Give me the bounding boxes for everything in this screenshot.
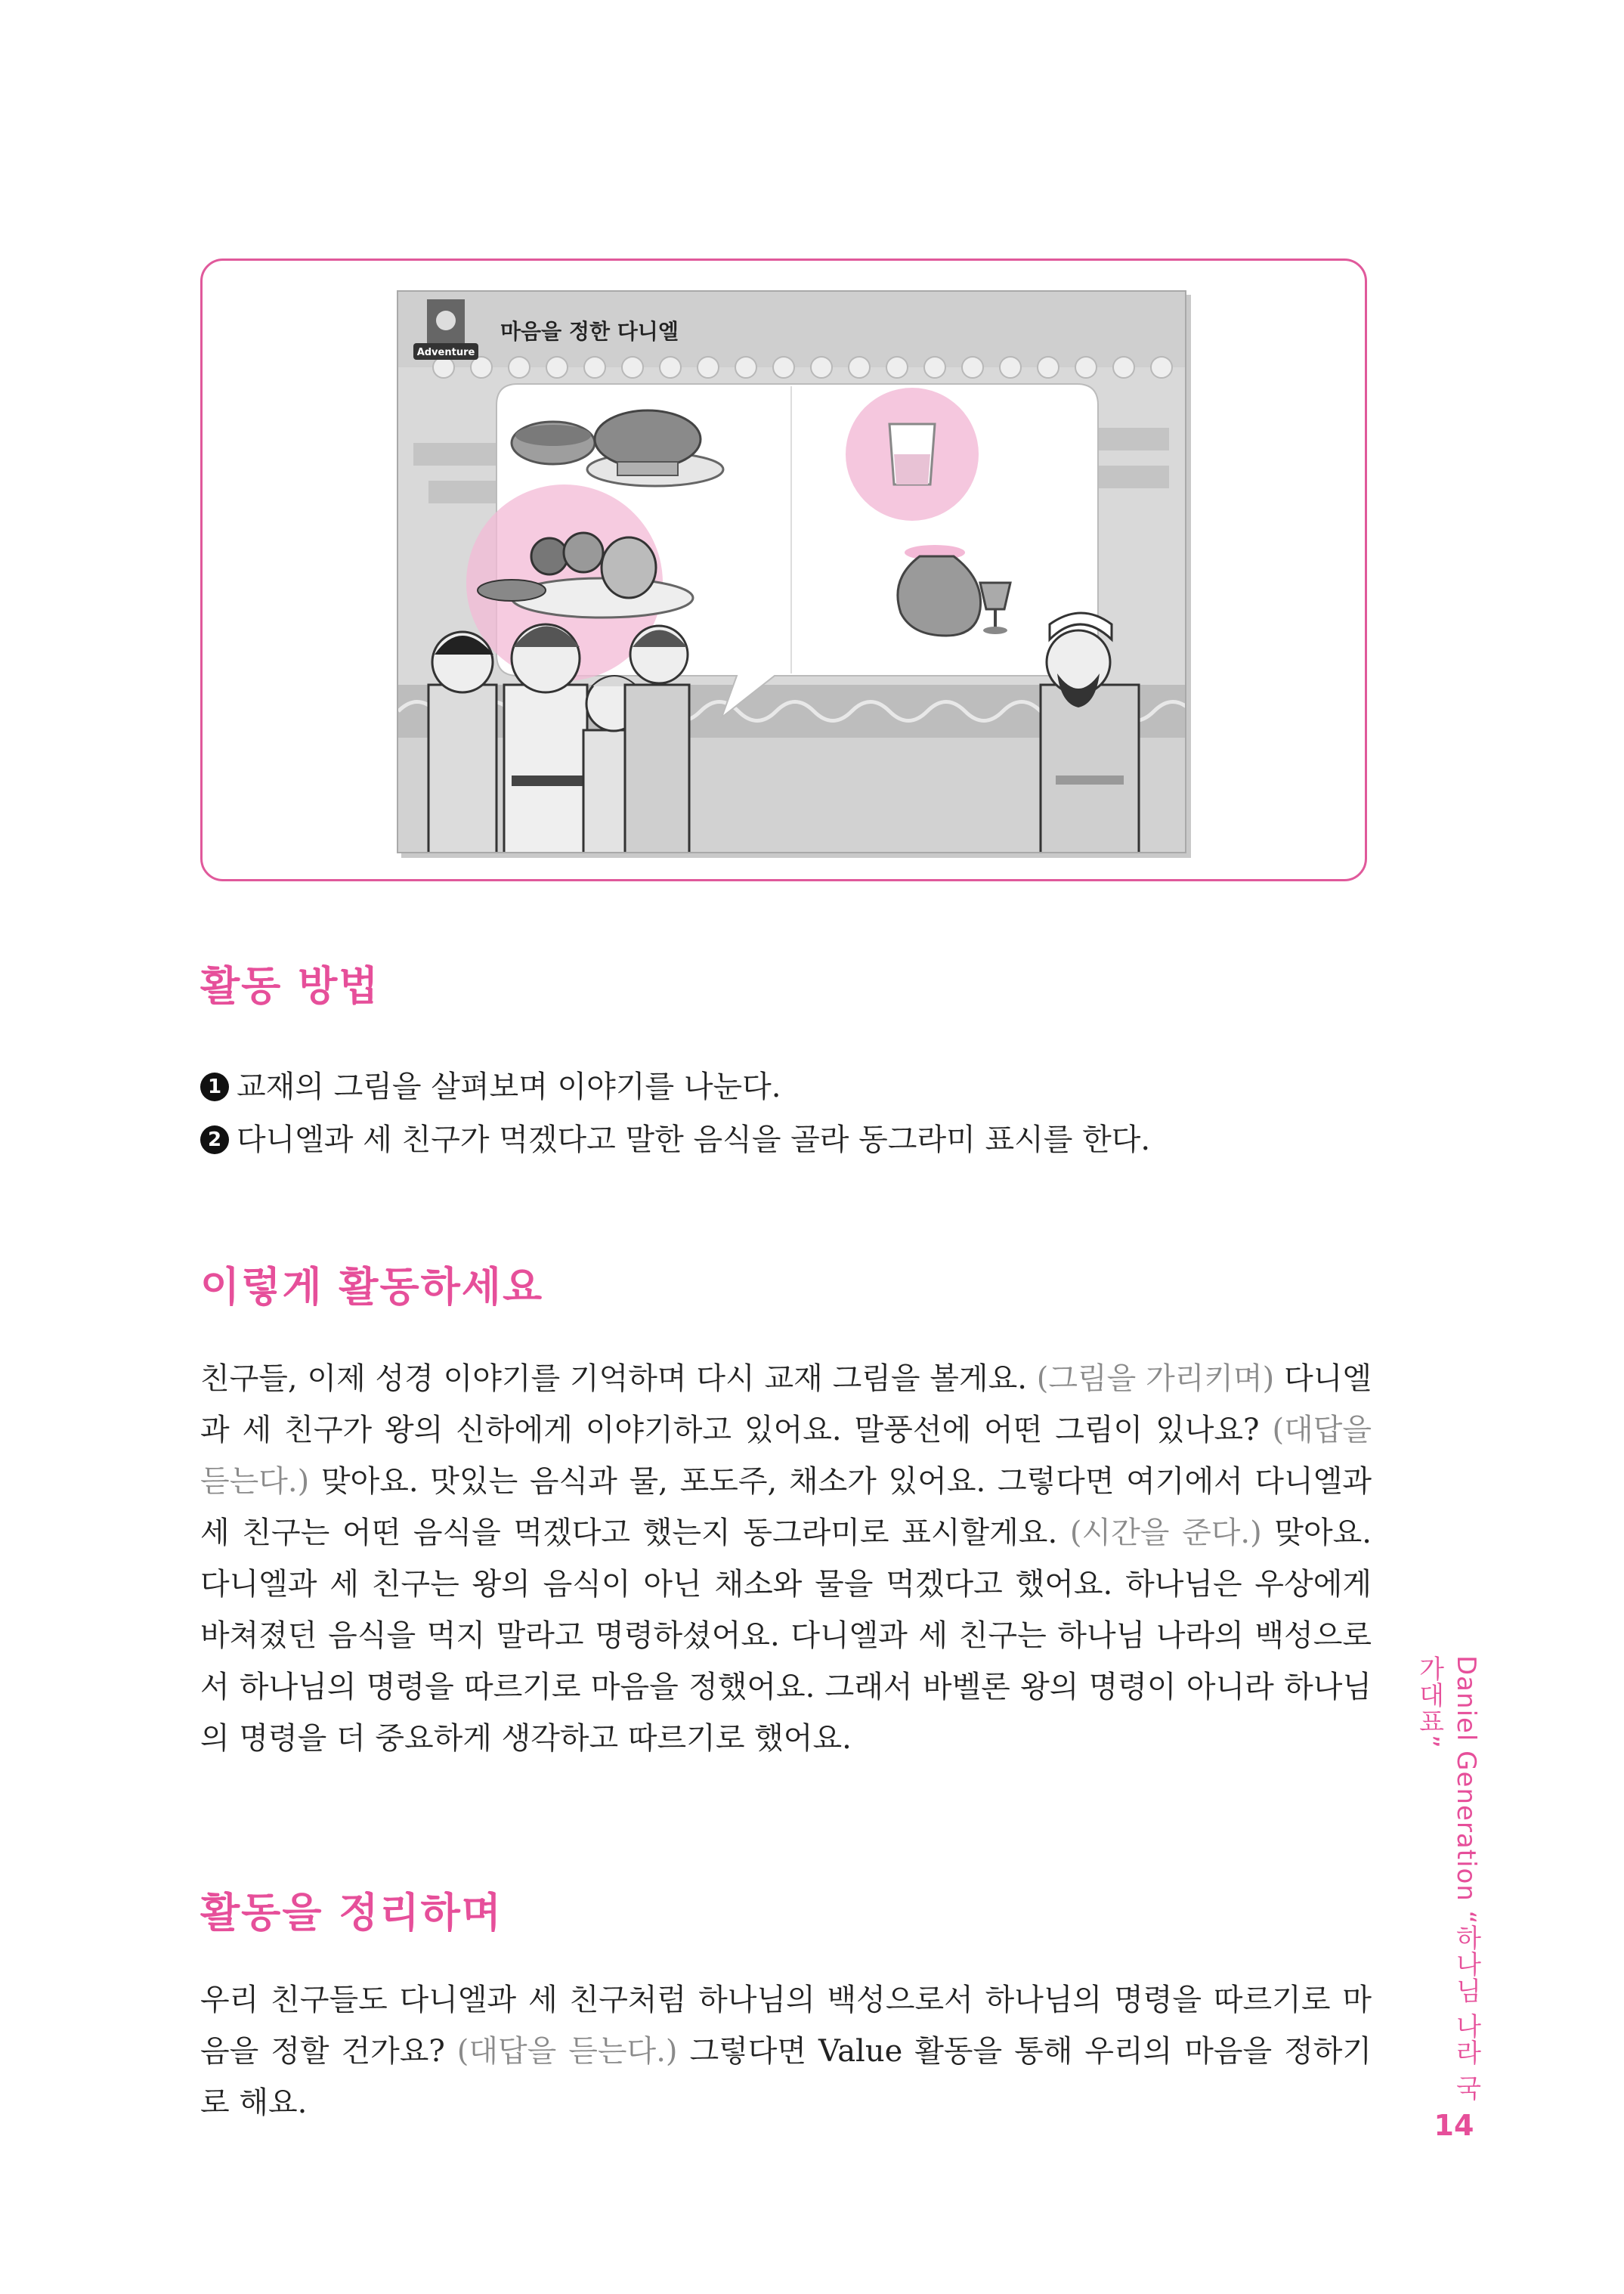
- method-step-text: 교재의 그림을 살펴보며 이야기를 나눈다.: [237, 1070, 781, 1104]
- illustration-title: 마음을 정한 다니엘: [500, 319, 679, 344]
- textbook-illustration: [397, 290, 1186, 853]
- method-step-1: [200, 1072, 781, 1102]
- teacher-direction: (시간을 준다.): [1069, 1515, 1262, 1550]
- script-text: 맞아요. 맛있는 음식과 물, 포도주, 채소가 있어요. 그렇다면 여기에서 다니엘과 세 친구는 어떤 음식을 먹겠다고 했는지 동그라미로 표시할게요.: [200, 1464, 1372, 1550]
- teacher-direction: (그림을 가리키며): [1036, 1361, 1275, 1396]
- running-title: Daniel Generation “하나님 나라 국가대표”: [1414, 1655, 1481, 2101]
- wrapup-paragraph: [200, 1974, 1372, 2128]
- wrapup-heading: 활동을 정리하며: [200, 1889, 503, 1936]
- teacher-direction: (대답을 듣는다.): [200, 1413, 1372, 1499]
- howto-heading: 이렇게 활동하세요: [200, 1263, 544, 1311]
- daniel-and-friends: [428, 624, 689, 853]
- script-text: 친구들, 이제 성경 이야기를 기억하며 다시 교재 그림을 볼게요.: [200, 1361, 1037, 1396]
- howto-paragraph: [200, 1353, 1372, 1764]
- step-number-badge: 2: [200, 1125, 229, 1154]
- script-text: 다니엘과 세 친구가 왕의 신하에게 이야기하고 있어요. 말풍선에 어떤 그림이 있나요?: [200, 1361, 1372, 1447]
- script-text: 우리 친구들도 다니엘과 세 친구처럼 하나님의 백성으로서 하나님의 명령을 따르기로 마음을 정할 건가요?: [200, 1983, 1372, 2069]
- method-step-2: [200, 1122, 1151, 1157]
- step-number-badge: 1: [200, 1073, 229, 1101]
- script-text: 그렇다면 Value 활동을 통해 우리의 마음을 정하기로 해요.: [200, 2034, 1372, 2120]
- method-heading: 활동 방법: [200, 962, 380, 1010]
- method-step-text: 다니엘과 세 친구가 먹겠다고 말한 음식을 골라 동그라미 표시를 한다.: [237, 1122, 1151, 1157]
- script-text: 맞아요. 다니엘과 세 친구는 왕의 음식이 아닌 채소와 물을 먹겠다고 했어요. 하나님은 우상에게 바쳐졌던 음식을 먹지 말라고 명령하셨어요. 다니엘과 세 친구는 하나님 나라의 백성으로서 하나님의 명령을 따르기로 마음을 정했어요. 그래서 바벨론 왕의 명령이 아니라 하나님의 명령을 더 중요하게 생각하고 따르기로 했어요.: [200, 1515, 1372, 1756]
- kings-official: [1041, 613, 1139, 853]
- page-number: 14: [1434, 2109, 1474, 2142]
- teacher-direction: (대답을 듣는다.): [456, 2034, 678, 2069]
- water-choice: [846, 388, 979, 521]
- adventure-badge-label: Adventure: [416, 347, 475, 358]
